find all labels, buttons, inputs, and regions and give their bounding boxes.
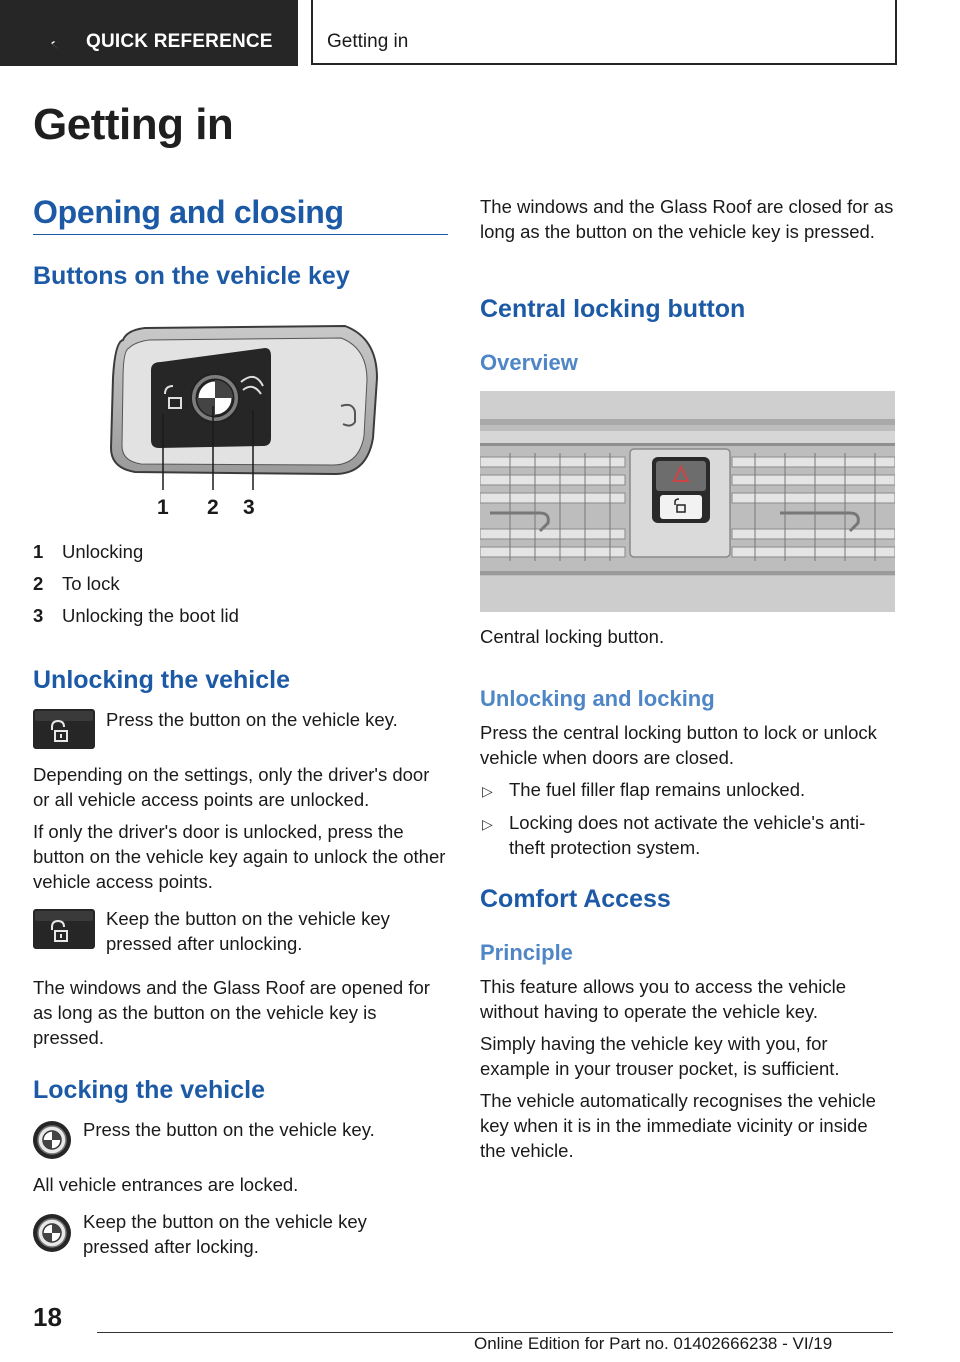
quick-reference-label: QUICK REFERENCE bbox=[86, 31, 273, 52]
legend-text: Unlocking the boot lid bbox=[62, 605, 239, 626]
footer-edition: Online Edition for Part no. 01402666238 - VI/19 bbox=[474, 1334, 833, 1353]
key-figure-label-1: 1 bbox=[157, 496, 169, 519]
photo-caption: Central locking button. bbox=[480, 626, 665, 647]
quick-reference-tab[interactable] bbox=[0, 0, 298, 66]
vehicle-key-illustration bbox=[105, 318, 385, 523]
heading-central-locking: Central locking button bbox=[480, 295, 746, 323]
chapter-tab[interactable] bbox=[311, 0, 897, 65]
page-header bbox=[0, 0, 960, 66]
heading-rule bbox=[33, 234, 448, 235]
windows-closed-text: The windows and the Glass Roof are closed for as long as the button on the vehicle key is pressed. bbox=[480, 196, 894, 242]
heading-locking-vehicle: Locking the vehicle bbox=[33, 1076, 266, 1104]
key-figure-label-3: 3 bbox=[243, 496, 255, 519]
unlock-paragraph-1: Depending on the settings, only the driver's door or all vehicle access points are unlocked. bbox=[33, 764, 430, 810]
key-figure-label-2: 2 bbox=[207, 496, 219, 519]
legend-text: Unlocking bbox=[62, 541, 144, 562]
heading-unlocking-vehicle: Unlocking the vehicle bbox=[33, 666, 291, 694]
chapter-tab-label: Getting in bbox=[327, 31, 409, 52]
heading-overview: Overview bbox=[480, 350, 578, 375]
legend-number: 3 bbox=[33, 605, 44, 626]
unlock-button-icon bbox=[33, 709, 95, 749]
heading-buttons-vehicle-key: Buttons on the vehicle key bbox=[33, 262, 350, 290]
central-locking-paragraph: Press the central locking button to lock or unlock vehicle when doors are closed. bbox=[480, 722, 877, 768]
bullet-item: The fuel filler flap remains unlocked. bbox=[509, 779, 806, 800]
legend-number: 2 bbox=[33, 573, 44, 594]
lock-keep-text: Keep the button on the vehicle key pressed after locking. bbox=[83, 1211, 367, 1257]
bullet-triangle-icon: ▷ bbox=[482, 816, 493, 832]
unlock-paragraph-3: The windows and the Glass Roof are opened for as long as the button on the vehicle key is pressed. bbox=[33, 977, 430, 1048]
lock-paragraph-1: All vehicle entrances are locked. bbox=[33, 1174, 299, 1195]
principle-paragraph-2: Simply having the vehicle key with you, for example in your trouser pocket, is sufficient. bbox=[480, 1033, 840, 1079]
principle-paragraph-1: This feature allows you to access the vehicle without having to operate the vehicle key. bbox=[480, 976, 847, 1022]
heading-unlocking-locking: Unlocking and locking bbox=[480, 686, 715, 711]
central-locking-photo bbox=[480, 391, 895, 612]
bullet-item: Locking does not activate the vehicle's anti-theft protection system. bbox=[509, 812, 866, 858]
bmw-lock-button-icon bbox=[32, 1120, 72, 1160]
heading-comfort-access: Comfort Access bbox=[480, 885, 671, 913]
heading-opening-closing: Opening and closing bbox=[33, 194, 344, 230]
legend-text: To lock bbox=[62, 573, 120, 594]
legend-number: 1 bbox=[33, 541, 44, 562]
unlock-paragraph-2: If only the driver's door is unlocked, press the button on the vehicle key again to unlock the other vehicle access points. bbox=[33, 821, 446, 892]
heading-principle: Principle bbox=[480, 940, 573, 965]
page-title: Getting in bbox=[33, 100, 234, 149]
unlock-button-icon bbox=[33, 909, 95, 949]
footer-rule bbox=[97, 1332, 893, 1333]
unlock-press-text: Press the button on the vehicle key. bbox=[106, 709, 398, 730]
bmw-lock-button-icon bbox=[32, 1213, 72, 1253]
page-number: 18 bbox=[33, 1302, 62, 1332]
lock-press-text: Press the button on the vehicle key. bbox=[83, 1119, 375, 1140]
unlock-keep-text: Keep the button on the vehicle key pressed after unlocking. bbox=[106, 908, 390, 954]
quick-reference-icon bbox=[42, 30, 64, 52]
bullet-triangle-icon: ▷ bbox=[482, 783, 493, 799]
principle-paragraph-3: The vehicle automatically recognises the vehicle key when it is in the immediate vicinity or inside the vehicle. bbox=[480, 1090, 876, 1161]
